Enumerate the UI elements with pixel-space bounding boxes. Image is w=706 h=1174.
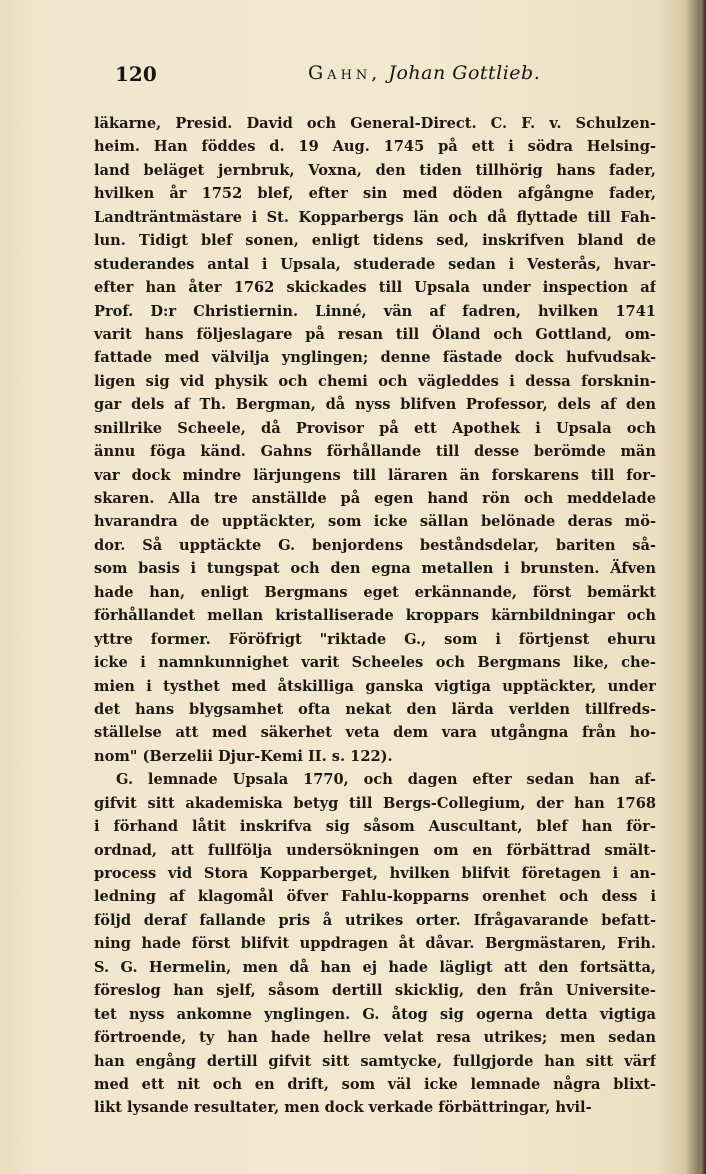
- running-head-given-names: Johan Gottlieb.: [388, 62, 541, 84]
- text-line: likt lysande resultater, men dock verkade förbättringar, hvil-: [94, 1099, 592, 1117]
- text-line: mien i tysthet med åtskilliga ganska vigtiga upptäckter, under: [94, 677, 656, 695]
- text-line: Landträntmästare i St. Kopparbergs län och då flyttade till Fah-: [94, 208, 656, 226]
- text-line: följd deraf fallande pris å utrikes orter. Ifrågavarande befatt-: [94, 911, 656, 929]
- text-line: land beläget jernbruk, Voxna, den tiden tillhörig hans fader,: [94, 161, 656, 179]
- text-line: förtroende, ty han hade hellre velat resa utrikes; men sedan: [94, 1029, 656, 1047]
- text-line: ledning af klagomål öfver Fahlu-kopparns orenhet och dess i: [94, 888, 656, 906]
- text-line: varit hans följeslagare på resan till Öland och Gottland, om-: [94, 325, 656, 343]
- text-line: det hans blygsamhet ofta nekat den lärda verlden tillfreds-: [94, 700, 656, 718]
- text-line: som basis i tungspat och den egna metallen i brunsten. Äfven: [94, 560, 656, 578]
- text-line: hade han, enligt Bergmans eget erkännande, först bemärkt: [94, 583, 656, 601]
- text-line: process vid Stora Kopparberget, hvilken blifvit företagen i an-: [94, 865, 656, 882]
- page-number: 120: [115, 62, 157, 86]
- text-line: S. G. Hermelin, men då han ej hade lägligt att den fortsätta,: [94, 958, 656, 976]
- page-header: [115, 62, 650, 94]
- text-line: studerandes antal i Upsala, studerade sedan i Vesterås, hvar-: [94, 255, 656, 273]
- text-line: ännu föga känd. Gahns förhållande till desse berömde män: [94, 443, 656, 461]
- text-line: i förhand låtit inskrifva sig såsom Auscultant, blef han för-: [94, 818, 656, 836]
- text-line: förhållandet mellan kristalliserade kroppars kärnbildningar och: [94, 607, 656, 625]
- text-line: efter han åter 1762 skickades till Upsala under inspection af: [94, 279, 656, 297]
- text-line: skaren. Alla tre anställde på egen hand rön och meddelade: [94, 490, 656, 507]
- text-line: ställelse att med säkerhet veta dem vara utgångna från ho-: [94, 724, 656, 742]
- book-spine-edge: [700, 0, 706, 1174]
- text-line: heim. Han föddes d. 19 Aug. 1745 på ett i södra Helsing-: [94, 138, 656, 156]
- text-line: gar dels af Th. Bergman, då nyss blifven Professor, dels af den: [94, 396, 656, 414]
- running-head: [308, 62, 540, 84]
- text-line: han engång dertill gifvit sitt samtycke, fullgjorde han sitt värf: [94, 1052, 656, 1070]
- text-line: hvilken år 1752 blef, efter sin med döden afgångne fader,: [94, 185, 656, 203]
- text-line: gifvit sitt akademiska betyg till Bergs-Collegium, der han 1768: [94, 794, 656, 812]
- text-line: ning hade först blifvit uppdragen åt dåvar. Bergmästaren, Frih.: [94, 935, 656, 953]
- text-line: nom" (Berzelii Djur-Kemi II. s. 122).: [94, 747, 393, 765]
- text-line: fattade med välvilja ynglingen; denne fästade dock hufvudsak-: [94, 349, 656, 367]
- text-line: yttre former. Föröfrigt "riktade G., som i förtjenst ehuru: [94, 630, 656, 648]
- text-line: var dock mindre lärjungens till läraren än forskarens till for-: [94, 466, 656, 484]
- text-line: tet nyss ankomne ynglingen. G. åtog sig ogerna detta vigtiga: [94, 1005, 656, 1023]
- text-line: ordnad, att fullfölja undersökningen om en förbättrad smält-: [94, 841, 656, 859]
- text-line: dor. Så upptäckte G. benjordens beståndsdelar, bariten så-: [94, 536, 656, 554]
- text-line: ligen sig vid physik och chemi och vägleddes i dessa forsknin-: [94, 372, 656, 390]
- text-line: snillrike Scheele, då Provisor på ett Apothek i Upsala och: [94, 419, 656, 437]
- text-line: hvarandra de upptäckter, som icke sällan belönade deras mö-: [94, 513, 656, 531]
- text-line: icke i namnkunnighet varit Scheeles och Bergmans like, che-: [94, 654, 656, 672]
- text-line: med ett nit och en drift, som väl icke lemnade några blixt-: [94, 1075, 656, 1093]
- text-line: föreslog han sjelf, såsom dertill skicklig, den från Universite-: [94, 982, 656, 1000]
- text-line: läkarne, Presid. David och General-Direct. C. F. v. Schulzen-: [94, 115, 656, 132]
- text-line: G. lemnade Upsala 1770, och dagen efter sedan han af-: [116, 771, 656, 789]
- running-head-surname: Gahn,: [308, 62, 382, 84]
- body-text: [94, 112, 656, 1120]
- text-line: lun. Tidigt blef sonen, enligt tidens sed, inskrifven bland de: [94, 232, 656, 250]
- text-line: Prof. D:r Christiernin. Linné, vän af fadren, hvilken 1741: [94, 302, 656, 320]
